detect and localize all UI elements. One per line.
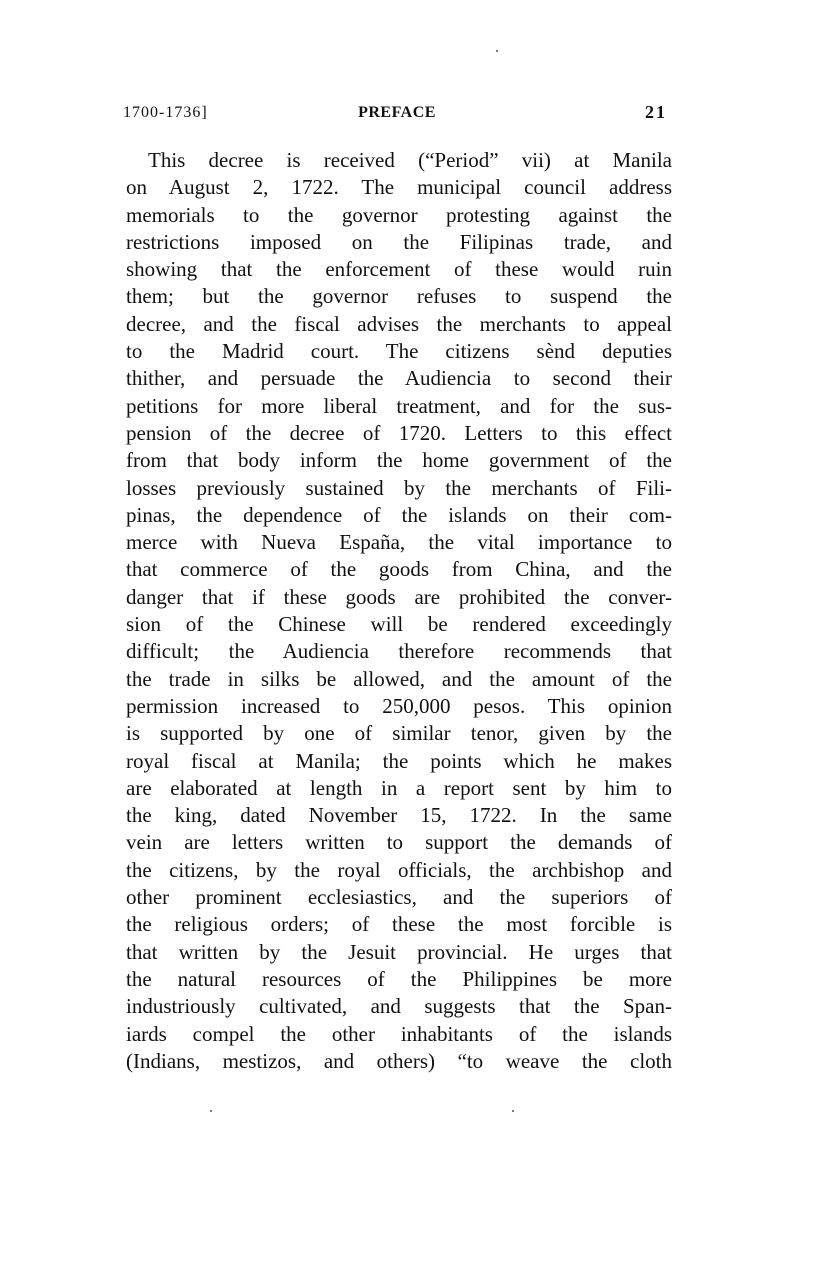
scan-speck bbox=[210, 1110, 212, 1112]
running-head-title: PREFACE bbox=[358, 104, 436, 121]
running-head bbox=[123, 104, 671, 128]
scan-speck bbox=[496, 50, 498, 52]
text-line: sion of the Chinese will be rendered exceedingly bbox=[126, 612, 672, 637]
text-line: permission increased to 250,000 pesos. This opinion bbox=[126, 693, 672, 718]
text-line: industriously cultivated, and suggests that the Span- bbox=[126, 994, 672, 1019]
text-line: decree, and the fiscal advises the merchants to appeal bbox=[126, 311, 672, 336]
text-line: memorials to the governor protesting against the bbox=[126, 202, 672, 227]
text-line: danger that if these goods are prohibited the conver- bbox=[126, 584, 672, 609]
text-line: showing that the enforcement of these would ruin bbox=[126, 257, 672, 282]
text-line: pension of the decree of 1720. Letters to this effect bbox=[126, 420, 672, 445]
text-line: royal fiscal at Manila; the points which he makes bbox=[126, 748, 672, 773]
text-line: from that body inform the home government of the bbox=[126, 448, 672, 473]
text-line: on August 2, 1722. The municipal council address bbox=[126, 175, 672, 200]
text-line: other prominent ecclesiastics, and the superiors of bbox=[126, 885, 672, 910]
text-line: thither, and persuade the Audiencia to second their bbox=[126, 366, 672, 391]
page-number: 21 bbox=[645, 102, 667, 122]
text-line: losses previously sustained by the merchants of Fili- bbox=[126, 475, 672, 500]
text-line: iards compel the other inhabitants of the islands bbox=[126, 1021, 672, 1046]
text-line: petitions for more liberal treatment, and for the sus- bbox=[126, 393, 672, 418]
text-line: to the Madrid court. The citizens sènd deputies bbox=[126, 339, 672, 364]
text-line: them; but the governor refuses to suspend the bbox=[126, 284, 672, 309]
text-line: restrictions imposed on the Filipinas trade, and bbox=[126, 229, 672, 254]
running-head-date-range: 1700-1736] bbox=[123, 104, 208, 121]
text-line: the trade in silks be allowed, and the amount of the bbox=[126, 666, 672, 691]
body-paragraph bbox=[126, 147, 672, 1075]
text-line: the natural resources of the Philippines be more bbox=[126, 966, 672, 991]
text-line: are elaborated at length in a report sent by him to bbox=[126, 775, 672, 800]
text-line: is supported by one of similar tenor, given by the bbox=[126, 721, 672, 746]
scan-speck bbox=[512, 1110, 514, 1112]
text-line: (Indians, mestizos, and others) “to weave the cloth bbox=[126, 1048, 672, 1073]
text-line: the religious orders; of these the most forcible is bbox=[126, 912, 672, 937]
text-line: that written by the Jesuit provincial. He urges that bbox=[126, 939, 672, 964]
text-line: that commerce of the goods from China, and the bbox=[126, 557, 672, 582]
text-line: difficult; the Audiencia therefore recommends that bbox=[126, 639, 672, 664]
text-line: vein are letters written to support the demands of bbox=[126, 830, 672, 855]
text-line: merce with Nueva España, the vital importance to bbox=[126, 530, 672, 555]
text-line: This decree is received (“Period” vii) at Manila bbox=[148, 148, 672, 172]
text-line: the citizens, by the royal officials, the archbishop and bbox=[126, 857, 672, 882]
text-line: the king, dated November 15, 1722. In the same bbox=[126, 803, 672, 828]
text-line: pinas, the dependence of the islands on their com- bbox=[126, 502, 672, 527]
